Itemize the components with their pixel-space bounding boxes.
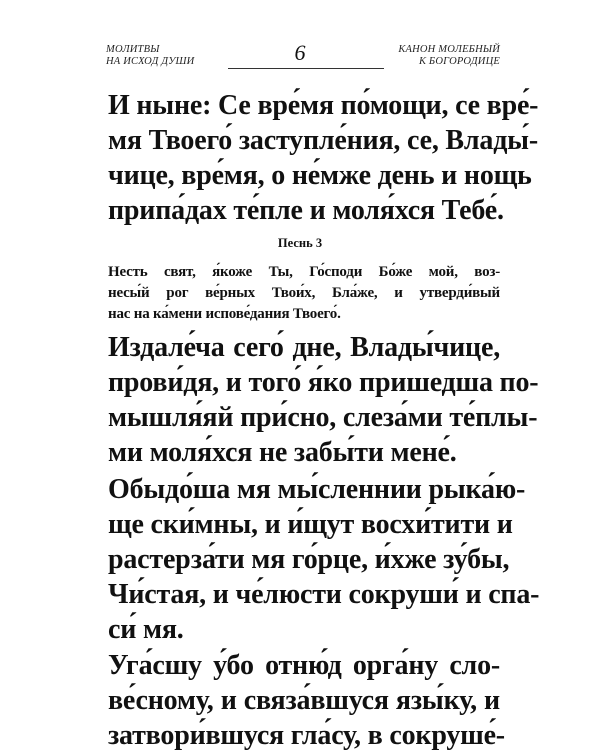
text-line: затвори́вшуся гла́су, в сокруше́- (108, 720, 505, 751)
text-line: мя Твоего́ заступле́ния, се, Влады́- (108, 125, 538, 156)
section-heading: Песнь 3 (277, 236, 323, 250)
header-left-line-1: МОЛИТВЫ (106, 44, 160, 55)
text-line: мышля́яй при́сно, слеза́ми те́плы- (108, 402, 538, 433)
troparion-paragraph-4 (108, 648, 505, 753)
text-line: Чи́стая, и че́люсти сокруши́ и спа- (108, 579, 540, 610)
text-line: прови́дя, и того́ я́ко пришедша по- (108, 367, 539, 398)
irmos-paragraph (108, 262, 500, 325)
text-line: ми моля́хся не забы́ти мене́. (108, 437, 457, 468)
running-header-left (106, 44, 194, 67)
troparion-paragraph-3 (108, 472, 540, 647)
header-rule (228, 68, 384, 69)
text-line: И ныне: Се вре́мя по́мощи, се вре́- (108, 90, 539, 121)
text-line: несы́й рог ве́рных Твои́х, Бла́же, и утверди́вый (108, 285, 500, 301)
text-line: ве́сному, и связа́вшуся язы́ку, и (108, 685, 500, 716)
text-line: си́ мя. (108, 614, 184, 645)
running-header-right (398, 44, 500, 67)
header-left-line-2: НА ИСХОД ДУШИ (106, 55, 195, 67)
text-line: Обыдо́ша мя мы́сленнии рыка́ю- (108, 474, 526, 505)
text-line: Издале́ча сего́ дне, Влады́чице, (108, 332, 500, 363)
text-line: ще ски́мны, и и́щут восхи́тити и (108, 509, 513, 540)
text-line: растерза́ти мя го́рце, и́хже зу́бы, (108, 544, 510, 575)
header-right-line-2: К БОГОРОДИЦЕ (418, 55, 500, 67)
troparion-paragraph-2 (108, 330, 539, 470)
text-line: Несть свят, я́коже Ты, Го́споди Бо́же мой, воз- (108, 264, 500, 280)
page-number: 6 (294, 40, 306, 65)
header-right-line-1: КАНОН МОЛЕБНЫЙ (398, 44, 500, 55)
text-line: чице, вре́мя, о не́мже день и нощь (108, 160, 532, 191)
text-line: нас на ка́мени испове́дания Твоего́. (108, 306, 341, 322)
troparion-paragraph-1 (108, 88, 539, 228)
text-line: Уга́сшу у́бо отню́д орга́ну сло- (108, 650, 500, 681)
text-line: припа́дах те́пле и моля́хся Тебе́. (108, 195, 504, 226)
